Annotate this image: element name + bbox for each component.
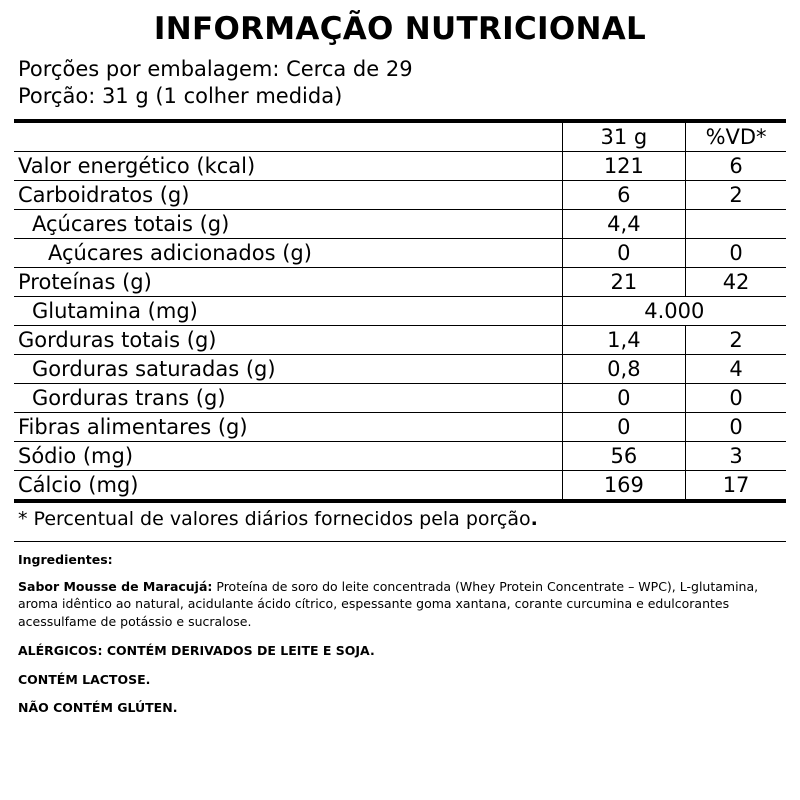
table-row (14, 442, 786, 471)
ingredients-block (14, 551, 786, 717)
table-row (14, 326, 786, 355)
row-amount: 4.000 (562, 297, 786, 326)
row-amount: 0 (562, 384, 686, 413)
row-amount: 6 (562, 181, 686, 210)
nutrition-table (14, 119, 786, 503)
row-dv: 42 (686, 268, 786, 297)
row-label: Gorduras saturadas (g) (32, 357, 276, 382)
row-dv (686, 210, 786, 239)
ingredients-text (18, 578, 786, 631)
table-header-row (14, 121, 786, 152)
gluten-note: NÃO CONTÉM GLÚTEN. (18, 700, 178, 716)
row-label: Sódio (mg) (18, 444, 134, 469)
row-label: Cálcio (mg) (18, 473, 139, 498)
ingredients-heading: Ingredientes: (18, 551, 113, 567)
row-label: Valor energético (kcal) (18, 154, 256, 179)
table-row (14, 210, 786, 239)
row-amount: 121 (562, 152, 686, 181)
row-label: Açúcares totais (g) (32, 212, 230, 237)
table-row (14, 181, 786, 210)
ingredients-flavor: Sabor Mousse de Maracujá: (18, 578, 213, 594)
row-dv: 0 (686, 413, 786, 442)
row-dv: 2 (686, 326, 786, 355)
table-row (14, 239, 786, 268)
row-amount: 0 (562, 413, 686, 442)
footnote-period: . (530, 508, 538, 531)
header-amount: 31 g (562, 121, 686, 152)
header-dv: %VD* (686, 121, 786, 152)
row-amount: 1,4 (562, 326, 686, 355)
row-amount: 0,8 (562, 355, 686, 384)
row-dv: 17 (686, 471, 786, 502)
row-amount: 169 (562, 471, 686, 502)
table-row (14, 384, 786, 413)
table-row (14, 413, 786, 442)
row-dv: 0 (686, 384, 786, 413)
portions-block (14, 56, 786, 111)
row-amount: 0 (562, 239, 686, 268)
header-nutrient (14, 121, 562, 152)
portions-serving: Porção: 31 g (1 colher medida) (18, 84, 343, 109)
row-label: Gorduras totais (g) (18, 328, 217, 353)
row-dv: 0 (686, 239, 786, 268)
table-row (14, 152, 786, 181)
row-label: Carboidratos (g) (18, 183, 190, 208)
row-dv: 2 (686, 181, 786, 210)
footnote-text: * Percentual de valores diários fornecidos pela porção (18, 508, 531, 531)
row-dv: 3 (686, 442, 786, 471)
table-row (14, 355, 786, 384)
lactose-note: CONTÉM LACTOSE. (18, 671, 151, 687)
row-dv: 4 (686, 355, 786, 384)
section-divider (14, 541, 786, 542)
row-amount: 4,4 (562, 210, 686, 239)
table-row (14, 471, 786, 502)
allergen-note: ALÉRGICOS: CONTÉM DERIVADOS DE LEITE E SOJA. (18, 642, 375, 658)
table-row (14, 297, 786, 326)
row-label: Proteínas (g) (18, 270, 152, 295)
row-label: Fibras alimentares (g) (18, 415, 248, 440)
daily-value-footnote (14, 508, 786, 531)
row-label: Gorduras trans (g) (32, 386, 226, 411)
page-title: INFORMAÇÃO NUTRICIONAL (153, 11, 647, 47)
row-amount: 56 (562, 442, 686, 471)
ingredients-list: Proteína de soro do leite concentrada (Whey Protein Concentrate – WPC), L-glutamina, aroma idêntico ao natural, acidulante ácido cítrico, espessante goma xantana, corante curcumina e edulcorantes acessulfame de potássio e sucralose. (18, 578, 759, 630)
table-row (14, 268, 786, 297)
row-dv: 6 (686, 152, 786, 181)
row-label: Açúcares adicionados (g) (48, 241, 312, 266)
row-label: Glutamina (mg) (32, 299, 198, 324)
row-amount: 21 (562, 268, 686, 297)
table-body (14, 152, 786, 502)
portions-per-package: Porções por embalagem: Cerca de 29 (18, 56, 413, 81)
